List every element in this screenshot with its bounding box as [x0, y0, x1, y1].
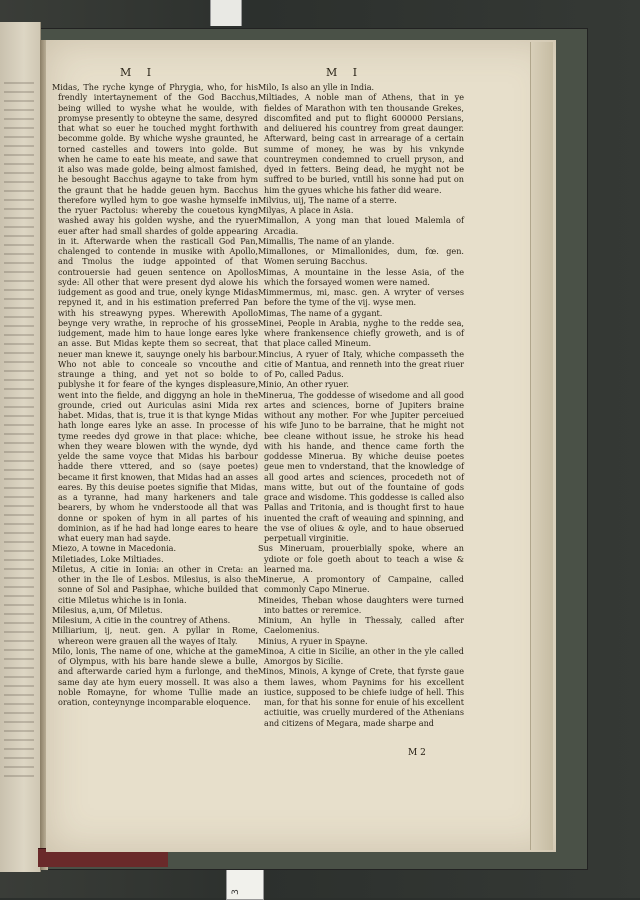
entry-mimas-mountain: Mimas, A mountaine in the lesse Asia, of the which the forsayed women were named.	[258, 266, 464, 287]
entry-minos: Minos, Minois, A kynge of Crete, that fyrste gaue them lawes, whom Paynims for his excellent iustice, supposed to be chiefe iudge of hell. This man, for that his sonne for enuie of his excellent actiuitie, was cruelly murdered of the Athenians and citizens of Megara, made sharpe and	[258, 666, 464, 728]
entry-miltiades: Miltiades, A noble man of Athens, that in ye fieldes of Marathon with ten thousande Grekes, discomfited and put to flight 600000 Persians, and deliuered his countrey from great daunger. Afterward, being cast in arrearage of a certain summe of money, he was by his vnkynde countreymen condemned to cruell pryson, and dyed in fetters. Being dead, he myght not be suffred to be buried, vntill his sonne had put on him the gyues whiche his father did weare.	[258, 92, 464, 195]
entry-mimmermus: Mimmermus, mi, masc. gen. A wryter of verses before the tyme of the vij. wyse men.	[258, 287, 464, 308]
ruler-number: 3	[230, 889, 241, 895]
entry-mincius: Mincius, A ryuer of Italy, whiche compasseth the citie of Mantua, and renneth into the great riuer of Po, called Padus.	[258, 348, 464, 379]
entry-milvius: Milvius, uij, The name of a sterre.	[258, 194, 397, 205]
entry-miletus: Miletus, A citie in Ionia: an other in Creta: an other in the Ile of Lesbos. Milesius, is also the sonne of Sol and Pasiphae, whiche builded that citie Miletus whiche is in Ionia.	[52, 563, 258, 605]
entry-minerua: Minerua, The goddesse of wisedome and all good artes and sciences, borne of Jupiters braine without any mother. For whe Jupiter perceiued his wife Juno to be barraine, that he might not bee cleane without issue, he stroke his head with his hande, and thence came forth the goddesse Minerua. By whiche deuise poetes geue men to vnderstand, that the knowledge of all good artes and sciences, procedeth not of mans witte, but out of the fountaine of gods grace and wisdome. This goddesse is called also Pallas and Tritonia, and is thought first to haue inuented the craft of weauing and spinning, and the vse of oliues & oyle, and to haue obserued perpetuall virginitie.	[258, 389, 464, 543]
facing-page-text-shadow	[4, 82, 34, 782]
entry-milliarium: Milliarium, ij, neut. gen. A pyllar in Rome, whereon were grauen all the wayes of Italy.	[52, 625, 258, 646]
entry-mimallis: Mimallis, The name of an ylande.	[258, 235, 395, 246]
signature-mark: M 2	[408, 748, 426, 758]
entry-mimallones: Mimallones, or Mimallonides, dum, fœ. gen. Women seruing Bacchus.	[258, 246, 464, 267]
entry-minium: Minium, An hylle in Thessaly, called after Caelomenius.	[258, 615, 464, 636]
entry-mimallon: Mimallon, A yong man that loued Malemla of Arcadia.	[258, 215, 464, 236]
running-head-left: M I	[120, 66, 158, 79]
entry-sus-mineruam: Sus Mineruam, prouerbially spoke, where an ydiote or fole goeth about to teach a wise & learned ma.	[258, 543, 464, 574]
entry-minerue: Minerue, A promontory of Campaine, called commonly Capo Minerue.	[258, 574, 464, 595]
facing-page-edge	[0, 22, 41, 872]
entry-minio: Minio, An other ryuer.	[258, 379, 349, 390]
dictionary-column-left	[52, 82, 258, 707]
entry-milo: Milo, lonis, The name of one, whiche at the game of Olympus, with his bare hande slewe a bulle, and afterwarde caried hym a furlonge, and the same day ate hym euery mossell. It was also a noble Romayne, for whome Tullie made an oration, conteynynge incomparable eloquence.	[52, 645, 258, 707]
entry-milesius: Milesius, a,um, Of Miletus.	[52, 604, 163, 615]
entry-minoa: Minoa, A citie in Sicilie, an other in the yle called Amorgos by Sicilie.	[258, 645, 464, 666]
entry-mineides: Mineides, Theban whose daughters were turned into battes or reremice.	[258, 594, 464, 615]
scale-ruler-top	[210, 0, 242, 26]
entry-milyas: Milyas, A place in Asia.	[258, 205, 354, 215]
running-head-right: M I	[326, 66, 364, 79]
entry-mimas-gygant: Mimas, The name of a gygant.	[258, 307, 383, 318]
entry-minei: Minei, People in Arabia, nyghe to the redde sea, where frankensence chiefly groweth, and is of that place called Mineum.	[258, 317, 464, 349]
entry-miletiades: Miletiades, Loke Miltiades.	[52, 553, 164, 564]
entry-milo-india: Milo, Is also an ylle in India.	[258, 82, 375, 92]
entry-miezo: Miezo, A towne in Macedonia.	[52, 543, 177, 554]
page-stack-edge	[530, 42, 553, 850]
entry-midas: Midas, The ryche kynge of Phrygia, who, for his frendly intertaynement of the God Bacchus, being willed to wyshe what he woulde, with promyse presently to obteyne the same, desyred that what so euer he touched myght forthwith becomme golde. By whiche wyshe graunted, he torned castelles and towers into golde. But when he came to eate his meate, and sawe that it also was made golde, being almost famished, he besought Bacchus agayne to take from hym the graunt that he hadde geuen hym. Bacchus therefore wylled hym to goe washe hymselfe in the ryuer Pactolus: whereby the couetous kyng washed away his golden wyshe, and the ryuer euer after had small shardes of golde appearing in it. Afterwarde when the rasticall God Pan, chalenged to contende in musike with Apollo, and Tmolus the iudge appointed of that controuersie had geuen sentence on Apollos syde: All other that were present dyd alowe his iudgement as good and true, onely kynge Midas repyned it, and in his estimation preferred Pan with his streawyng pypes. Wherewith Apollo beynge very wrathe, in reproche of his grosse iudgement, made him to haue longe eares lyke an asse. But Midas kepte them so secreat, that neuer man knewe it, sauynge onely his barbour. Who not able to conceale so vncouthe and straunge a thing, and yet not so bolde to publyshe it for feare of the kynges displeasure, went into the fielde, and diggyng an hole in the grounde, cried out Auriculas asini Mida rex habet. Midas, that is, true it is that kynge Midas hath longe eares lyke an asse. In processe of tyme reedes dyd growe in that place: whiche, when they weare blowen with the wynde, dyd yelde the same voyce that Midas his barbour hadde there vttered, and so (saye poetes) became it first knowen, that Midas had an asses eares. By this deuise poetes signifie that Midas, as a tyranne, had many harkeners and tale bearers, by whom he vnderstoode all that was donne or spoken of hym in all partes of his dominion, as if he had had longe eares to heare what euery man had sayde.	[52, 82, 258, 543]
entry-minius: Minius, A ryuer in Spayne.	[258, 635, 368, 646]
dictionary-column-right	[258, 82, 464, 728]
entry-milesium: Milesium, A citie in the countrey of Athens.	[52, 615, 231, 625]
